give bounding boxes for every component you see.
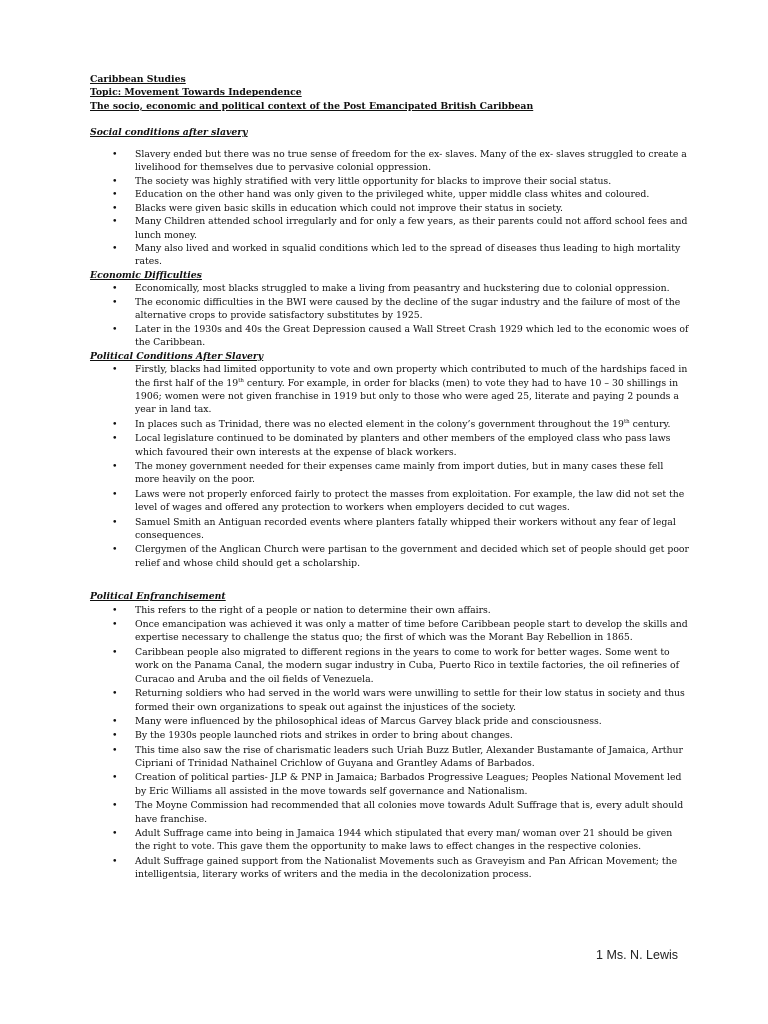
list-item: • Caribbean people also migrated to different regions in the years to come to work for better wages. Some went to work on the Panama Canal, the modern sugar industry in Cuba, Puerto Rico in textile factories, the oil refineries of Curacao and Aruba and the oil fields of Venezuela. bbox=[90, 646, 690, 686]
economic-list bbox=[90, 282, 690, 349]
list-item: • Local legislature continued to be dominated by planters and other members of the employed class who pass laws which favoured their own interests at the expense of black workers. bbox=[90, 432, 690, 459]
list-item: • Many also lived and worked in squalid conditions which led to the spread of diseases thus leading to high mortality rates. bbox=[90, 242, 690, 269]
list-item: • Education on the other hand was only given to the privileged white, upper middle class whites and coloured. bbox=[90, 188, 690, 201]
list-item: • Adult Suffrage came into being in Jamaica 1944 which stipulated that every man/ woman over 21 should be given the right to vote. This gave them the opportunity to make laws to effect changes in the respective colonies. bbox=[90, 827, 690, 854]
list-item: • Slavery ended but there was no true sense of freedom for the ex- slaves. Many of the ex- slaves struggled to create a livelihood for themselves due to pervasive colonial oppression. bbox=[90, 148, 690, 175]
list-item: • Laws were not properly enforced fairly to protect the masses from exploitation. For example, the law did not set the level of wages and offered any protection to workers when employers decided to cut wages. bbox=[90, 488, 690, 515]
list-item: • The money government needed for their expenses came mainly from import duties, but in many cases these fell more heavily on the poor. bbox=[90, 460, 690, 487]
list-item: • Many Children attended school irregularly and for only a few years, as their parents could not afford school fees and lunch money. bbox=[90, 215, 690, 242]
list-item: • Clergymen of the Anglican Church were partisan to the government and decided which set of people should get poor relief and whose child should get a scholarship. bbox=[90, 543, 690, 570]
list-item: • Adult Suffrage gained support from the Nationalist Movements such as Graveyism and Pan African Movement; the intelligentsia, literary works of writers and the media in the decolonization process. bbox=[90, 855, 690, 882]
section-heading-social: Social conditions after slavery bbox=[90, 127, 248, 139]
list-item: • By the 1930s people launched riots and strikes in order to bring about changes. bbox=[90, 729, 690, 742]
list-item: • Once emancipation was achieved it was only a matter of time before Caribbean people start to develop the skills and expertise necessary to challenge the status quo; the first of which was the Morant Bay Rebellion in 1865. bbox=[90, 618, 690, 645]
political-list bbox=[90, 363, 690, 570]
page-footer bbox=[596, 948, 678, 962]
list-item: • Returning soldiers who had served in the world wars were unwilling to settle for their low status in society and thus formed their own organizations to speak out against the injustices of the society. bbox=[90, 687, 690, 714]
document-subtitle: The socio, economic and political context of the Post Emancipated British Caribbean bbox=[90, 100, 534, 112]
list-item: • Samuel Smith an Antiguan recorded events where planters fatally whipped their workers without any fear of legal consequences. bbox=[90, 516, 690, 543]
course-title: Caribbean Studies bbox=[90, 74, 186, 85]
list-item: • Later in the 1930s and 40s the Great Depression caused a Wall Street Crash 1929 which led to the economic woes of the Caribbean. bbox=[90, 323, 690, 350]
list-item: • The economic difficulties in the BWI were caused by the decline of the sugar industry and the failure of most of the alternative crops to provide satisfactory substitutes by 1925. bbox=[90, 296, 690, 323]
document-body bbox=[90, 73, 690, 883]
list-item: • Creation of political parties- JLP & PNP in Jamaica; Barbados Progressive Leagues; Peoples National Movement led by Eric Williams all assisted in the move towards self governance and Nationalism. bbox=[90, 771, 690, 798]
page-number: 1 bbox=[596, 948, 603, 962]
list-item: • The society was highly stratified with very little opportunity for blacks to improve their social status. bbox=[90, 175, 690, 188]
list-item: • Firstly, blacks had limited opportunity to vote and own property which contributed to much of the hardships faced in the first half of the 19th century. For example, in order for blacks (men) to vote they had to have 10 – 30 shillings in 1906; women were not given franchise in 1919 but only to those who were aged 25, literate and paying 2 pounds a year in land tax. bbox=[90, 363, 690, 417]
list-item: • This refers to the right of a people or nation to determine their own affairs. bbox=[90, 604, 690, 617]
topic-title: Topic: Movement Towards Independence bbox=[90, 87, 302, 99]
author-name: Ms. N. Lewis bbox=[606, 948, 678, 962]
list-item: • Blacks were given basic skills in education which could not improve their status in society. bbox=[90, 202, 690, 215]
list-item: • Many were influenced by the philosophical ideas of Marcus Garvey black pride and consciousness. bbox=[90, 715, 690, 728]
social-list bbox=[90, 148, 690, 269]
section-heading-political: Political Conditions After Slavery bbox=[90, 350, 264, 362]
section-heading-economic: Economic Difficulties bbox=[90, 269, 202, 281]
list-item: • Economically, most blacks struggled to make a living from peasantry and huckstering due to colonial oppression. bbox=[90, 282, 690, 295]
list-item: • In places such as Trinidad, there was no elected element in the colony’s government throughout the 19th century. bbox=[90, 418, 690, 431]
section-heading-enfranchisement: Political Enfranchisement bbox=[90, 591, 226, 603]
enfranchisement-list bbox=[90, 604, 690, 882]
list-item: • The Moyne Commission had recommended that all colonies move towards Adult Suffrage that is, every adult should have franchise. bbox=[90, 799, 690, 826]
list-item: • This time also saw the rise of charismatic leaders such Uriah Buzz Butler, Alexander Bustamante of Jamaica, Arthur Cipriani of Trinidad Nathainel Crichlow of Guyana and Grantley Adams of Barbados. bbox=[90, 744, 690, 771]
